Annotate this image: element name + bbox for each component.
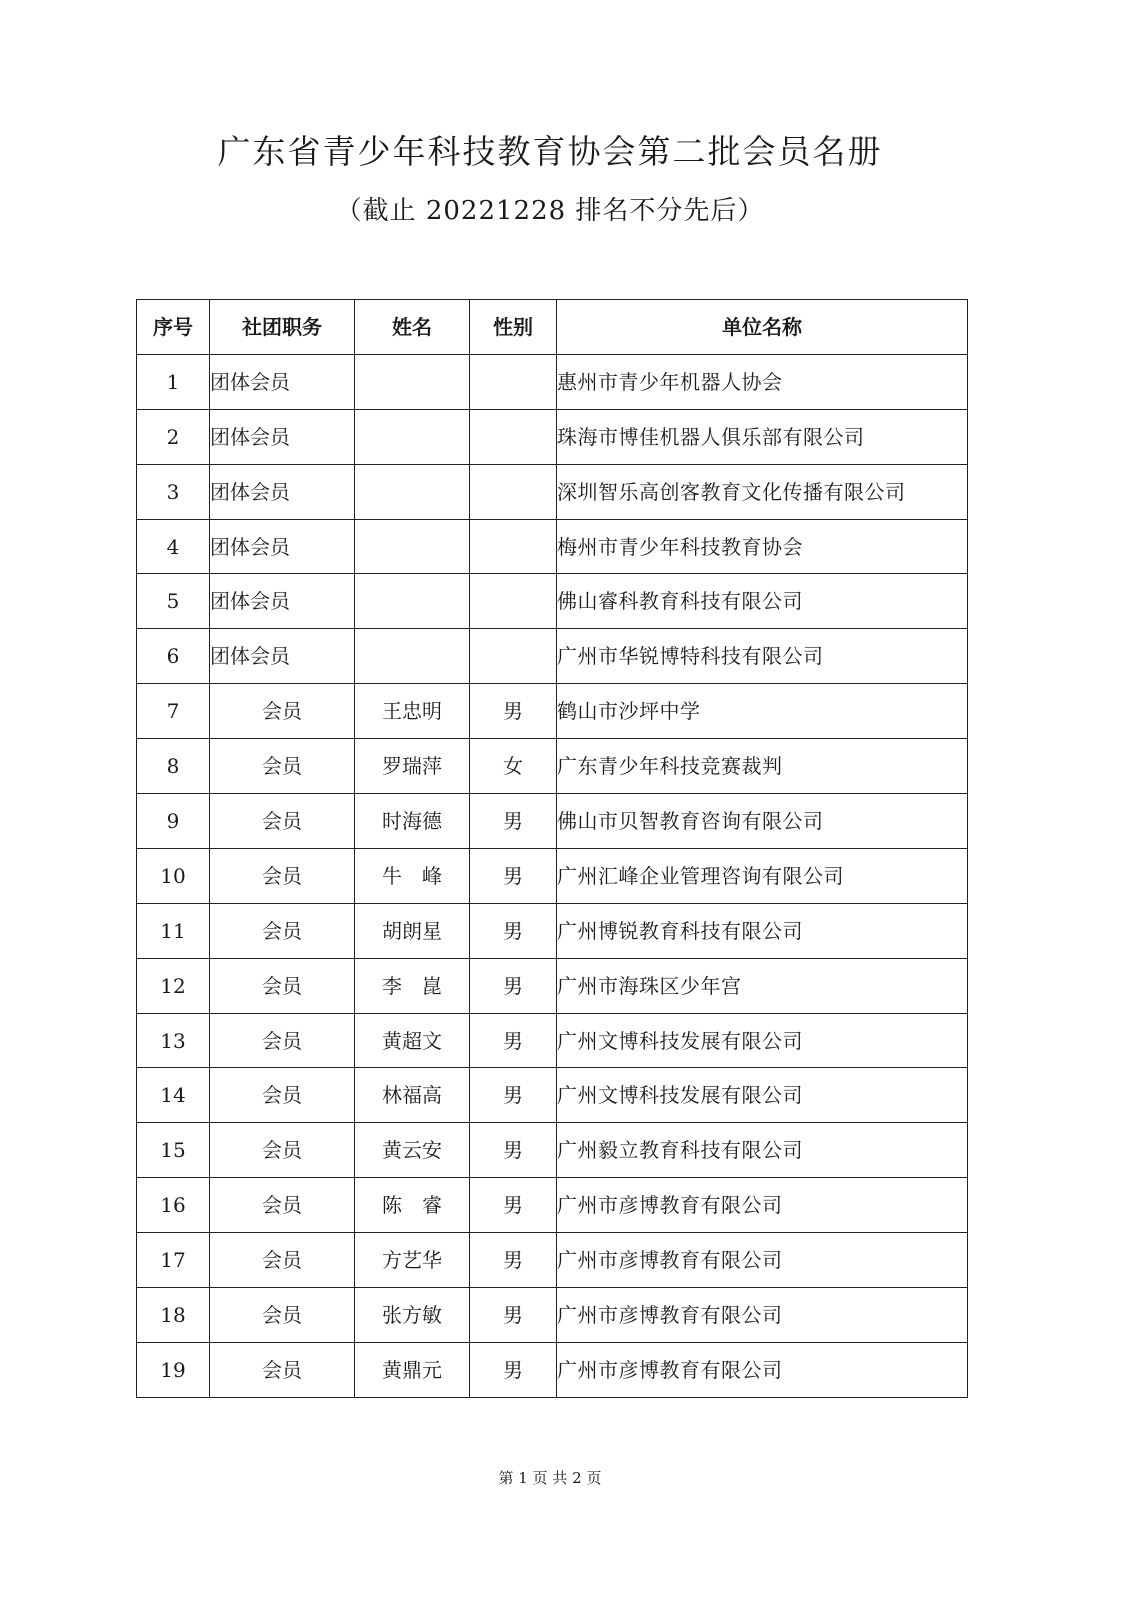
cell-gender: 男 — [470, 1123, 557, 1178]
cell-unit-name: 广东青少年科技竞赛裁判 — [557, 739, 968, 794]
cell-serial-number: 16 — [137, 1178, 210, 1233]
cell-name: 王忠明 — [355, 684, 470, 739]
cell-gender: 男 — [470, 1233, 557, 1288]
cell-club-role: 会员 — [210, 1178, 355, 1233]
cell-name — [355, 354, 470, 409]
header-unit-name: 单位名称 — [557, 300, 968, 355]
cell-gender: 男 — [470, 1288, 557, 1343]
cell-club-role: 团体会员 — [210, 464, 355, 519]
cell-gender — [470, 519, 557, 574]
table-row — [137, 848, 968, 903]
table-body — [137, 354, 968, 1397]
table-row — [137, 958, 968, 1013]
cell-club-role: 会员 — [210, 1068, 355, 1123]
table-row — [137, 1342, 968, 1397]
cell-unit-name: 广州毅立教育科技有限公司 — [557, 1123, 968, 1178]
cell-serial-number: 1 — [137, 354, 210, 409]
cell-club-role: 团体会员 — [210, 519, 355, 574]
cell-club-role: 会员 — [210, 1342, 355, 1397]
cell-unit-name: 广州文博科技发展有限公司 — [557, 1068, 968, 1123]
cell-name — [355, 574, 470, 629]
cell-serial-number: 6 — [137, 629, 210, 684]
cell-serial-number: 5 — [137, 574, 210, 629]
table-header — [137, 300, 968, 355]
cell-club-role: 会员 — [210, 1288, 355, 1343]
cell-name: 胡朗星 — [355, 903, 470, 958]
cell-club-role: 会员 — [210, 684, 355, 739]
cell-unit-name: 广州市海珠区少年宫 — [557, 958, 968, 1013]
cell-serial-number: 19 — [137, 1342, 210, 1397]
cell-gender — [470, 629, 557, 684]
header-name: 姓名 — [355, 300, 470, 355]
table-row — [137, 464, 968, 519]
cell-serial-number: 2 — [137, 409, 210, 464]
page-indicator: 第 1 页 共 2 页 — [498, 1469, 602, 1487]
cell-club-role: 会员 — [210, 903, 355, 958]
cell-unit-name: 广州汇峰企业管理咨询有限公司 — [557, 848, 968, 903]
cell-gender: 男 — [470, 1178, 557, 1233]
cell-serial-number: 17 — [137, 1233, 210, 1288]
cell-unit-name: 广州市彦博教育有限公司 — [557, 1342, 968, 1397]
cell-unit-name: 广州市彦博教育有限公司 — [557, 1233, 968, 1288]
cell-serial-number: 12 — [137, 958, 210, 1013]
cell-gender: 男 — [470, 1342, 557, 1397]
cell-club-role: 团体会员 — [210, 409, 355, 464]
cell-gender: 男 — [470, 794, 557, 849]
table-row — [137, 409, 968, 464]
cell-club-role: 会员 — [210, 848, 355, 903]
cell-gender: 男 — [470, 848, 557, 903]
cell-unit-name: 广州博锐教育科技有限公司 — [557, 903, 968, 958]
cell-gender — [470, 354, 557, 409]
table-row — [137, 1013, 968, 1068]
document-title: 广东省青少年科技教育协会第二批会员名册 — [217, 132, 883, 171]
cell-club-role: 团体会员 — [210, 629, 355, 684]
cell-serial-number: 7 — [137, 684, 210, 739]
cell-gender: 男 — [470, 1013, 557, 1068]
header-gender: 性别 — [470, 300, 557, 355]
table-row — [137, 684, 968, 739]
cell-gender — [470, 409, 557, 464]
cell-unit-name: 梅州市青少年科技教育协会 — [557, 519, 968, 574]
cell-name: 牛 峰 — [355, 848, 470, 903]
cell-unit-name: 惠州市青少年机器人协会 — [557, 354, 968, 409]
cell-unit-name: 珠海市博佳机器人俱乐部有限公司 — [557, 409, 968, 464]
table-row — [137, 794, 968, 849]
cell-name — [355, 629, 470, 684]
table-row — [137, 1233, 968, 1288]
cell-club-role: 会员 — [210, 1233, 355, 1288]
cell-club-role: 团体会员 — [210, 574, 355, 629]
cell-gender — [470, 574, 557, 629]
header-club-role: 社团职务 — [210, 300, 355, 355]
table-row — [137, 574, 968, 629]
cell-name: 黄鼎元 — [355, 1342, 470, 1397]
table-row — [137, 1068, 968, 1123]
cell-name: 林福高 — [355, 1068, 470, 1123]
cell-name — [355, 409, 470, 464]
table-row — [137, 1288, 968, 1343]
header-serial-number: 序号 — [137, 300, 210, 355]
cell-name: 李 崑 — [355, 958, 470, 1013]
table-row — [137, 739, 968, 794]
cell-serial-number: 10 — [137, 848, 210, 903]
cell-serial-number: 3 — [137, 464, 210, 519]
cell-serial-number: 14 — [137, 1068, 210, 1123]
table-row — [137, 1178, 968, 1233]
cell-gender: 男 — [470, 903, 557, 958]
cell-gender: 男 — [470, 1068, 557, 1123]
cell-serial-number: 9 — [137, 794, 210, 849]
member-roster-table — [136, 299, 968, 1398]
cell-serial-number: 13 — [137, 1013, 210, 1068]
cell-name — [355, 519, 470, 574]
document-subtitle: （截止 20221228 排名不分先后） — [335, 196, 765, 226]
table-row — [137, 903, 968, 958]
cell-club-role: 会员 — [210, 1013, 355, 1068]
cell-unit-name: 广州文博科技发展有限公司 — [557, 1013, 968, 1068]
cell-unit-name: 广州市彦博教育有限公司 — [557, 1288, 968, 1343]
cell-name: 陈 睿 — [355, 1178, 470, 1233]
cell-unit-name: 鹤山市沙坪中学 — [557, 684, 968, 739]
table-row — [137, 629, 968, 684]
table-row — [137, 354, 968, 409]
cell-unit-name: 深圳智乐高创客教育文化传播有限公司 — [557, 464, 968, 519]
cell-gender: 男 — [470, 684, 557, 739]
cell-unit-name: 广州市彦博教育有限公司 — [557, 1178, 968, 1233]
cell-unit-name: 佛山市贝智教育咨询有限公司 — [557, 794, 968, 849]
cell-club-role: 会员 — [210, 958, 355, 1013]
cell-name: 时海德 — [355, 794, 470, 849]
cell-unit-name: 佛山睿科教育科技有限公司 — [557, 574, 968, 629]
cell-club-role: 会员 — [210, 794, 355, 849]
cell-name: 罗瑞萍 — [355, 739, 470, 794]
cell-name: 黄云安 — [355, 1123, 470, 1178]
cell-serial-number: 18 — [137, 1288, 210, 1343]
cell-club-role: 会员 — [210, 739, 355, 794]
cell-club-role: 团体会员 — [210, 354, 355, 409]
cell-unit-name: 广州市华锐博特科技有限公司 — [557, 629, 968, 684]
table-header-row — [137, 300, 968, 355]
cell-name: 方艺华 — [355, 1233, 470, 1288]
cell-serial-number: 11 — [137, 903, 210, 958]
cell-serial-number: 8 — [137, 739, 210, 794]
cell-gender: 男 — [470, 958, 557, 1013]
table-row — [137, 1123, 968, 1178]
cell-serial-number: 15 — [137, 1123, 210, 1178]
cell-gender: 女 — [470, 739, 557, 794]
table-row — [137, 519, 968, 574]
cell-gender — [470, 464, 557, 519]
cell-name: 张方敏 — [355, 1288, 470, 1343]
cell-name: 黄超文 — [355, 1013, 470, 1068]
cell-name — [355, 464, 470, 519]
cell-club-role: 会员 — [210, 1123, 355, 1178]
cell-serial-number: 4 — [137, 519, 210, 574]
